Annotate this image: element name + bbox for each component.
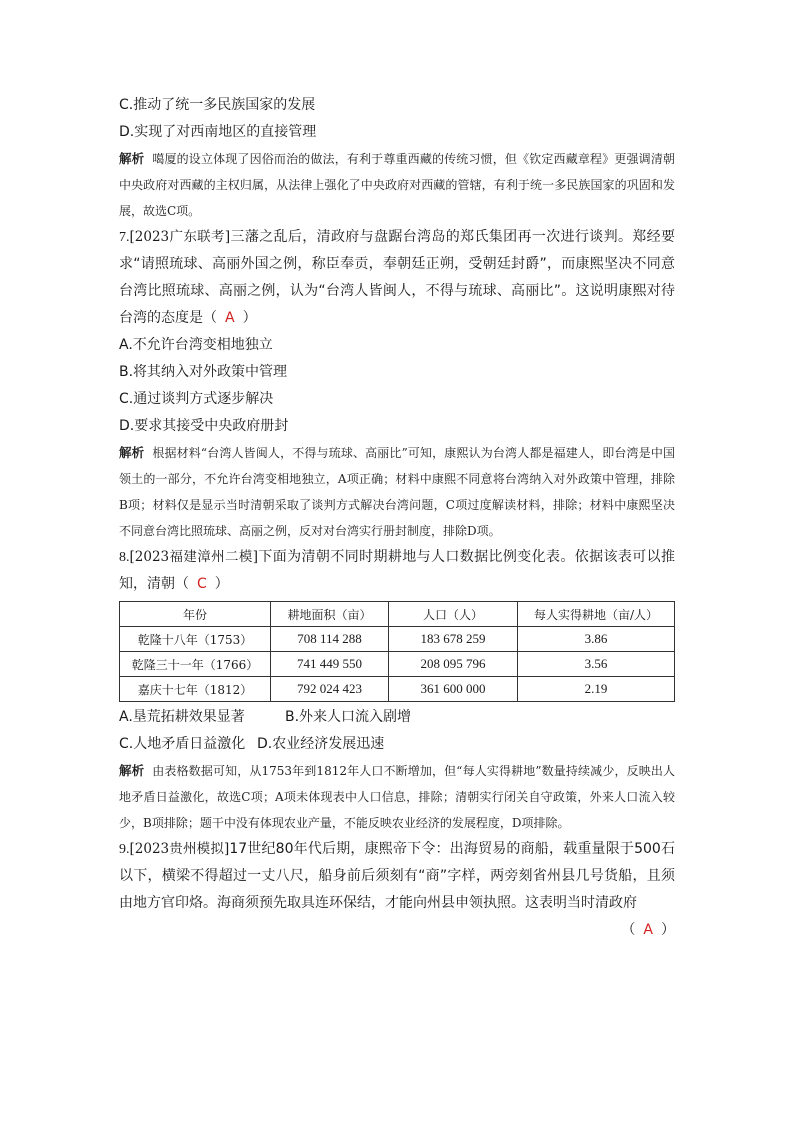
explanation-label: 解析 [119,445,145,460]
answer-mark: A [643,922,653,938]
q8-stem [119,544,675,598]
stem-close: ） [242,310,257,326]
table-cell: 792 024 423 [271,677,389,702]
question-number: 7. [119,230,130,245]
q8-options-row-1 [119,704,675,731]
data-table [119,601,675,702]
q8-option-c: C.人地矛盾日益激化 [119,736,246,752]
explanation-text: 噶厦的设立体现了因俗而治的做法，有利于尊重西藏的传统习惯，但《钦定西藏章程》更强调清朝中央政府对西藏的主权归属，从法律上强化了中央政府对西藏的管辖，有利于统一多民族国家的巩固和发展，故选C项。 [119,152,675,218]
q8-option-a: A.垦荒拓耕效果显著 [119,709,245,725]
table-cell: 3.56 [518,652,675,677]
explanation-label: 解析 [119,151,145,166]
q8-option-d: D.农业经济发展迅速 [257,736,385,752]
table-cell: 361 600 000 [389,677,518,702]
explanation-text: 根据材料“台湾人皆闽人，不得与琉球、高丽比”可知，康熙认为台湾人都是福建人，即台湾是中国领土的一部分，不允许台湾变相地独立，A项正确；材料中康熙不同意将台湾纳入对外政策中管理，排除B项；材料仅是显示当时清朝采取了谈判方式解决台湾问题，C项过度解读材料，排除；材料中康熙坚决不同意台湾比照琉球、高丽之例，反对对台湾实行册封制度，排除D项。 [119,446,675,538]
table-header: 每人实得耕地（亩/人） [518,602,675,627]
table-row [120,652,675,677]
explanation-label: 解析 [119,763,145,778]
table-cell: 乾隆三十一年（1766） [120,652,271,677]
q7-option-b: B.将其纳入对外政策中管理 [119,364,288,380]
stem-text: 三藩之乱后，清政府与盘踞台湾岛的郑氏集团再一次进行谈判。郑经要求“请照琉球、高丽外国之例，称臣奉贡，奉朝廷正朔，受朝廷封爵”，而康熙坚决不同意台湾比照琉球、高丽之例，认为“台湾人皆闽人，不得与琉球、高丽比”。这说明康熙对待台湾的态度是（ [119,229,676,326]
table-row [120,677,675,702]
q7-option-a: A.不允许台湾变相地独立 [119,337,273,353]
q7-option-c: C.通过谈判方式逐步解决 [119,391,274,407]
paren-close: ） [661,922,675,938]
table-cell: 708 114 288 [271,627,389,652]
stem-close: ） [214,576,229,592]
question-source: [2023福建漳州二模] [129,549,259,565]
table-cell: 乾隆十八年（1753） [120,627,271,652]
table-header: 人口（人） [389,602,518,627]
q6-explanation [119,146,675,224]
table-row [120,627,675,652]
q7-explanation [119,440,675,544]
q9-stem [119,836,675,917]
q8-option-b: B.外来人口流入剧增 [285,709,412,725]
question-number: 9. [119,842,130,857]
table-cell: 208 095 796 [389,652,518,677]
q8-explanation [119,758,675,836]
question-number: 8. [119,550,130,565]
table-cell: 3.86 [518,627,675,652]
table-header: 耕地面积（亩） [271,602,389,627]
answer-mark: C [197,576,207,592]
page-content [119,92,675,944]
paren-open: （ [621,922,636,938]
table-header-row [120,602,675,627]
table-header: 年份 [120,602,271,627]
table-cell: 183 678 259 [389,627,518,652]
table-cell: 嘉庆十七年（1812） [120,677,271,702]
q6-option-d: D.实现了对西南地区的直接管理 [119,124,317,140]
question-source: [2023贵州模拟] [129,841,230,857]
explanation-text: 由表格数据可知，从1753年到1812年人口不断增加，但“每人实得耕地”数量持续减少，反映出人地矛盾日益激化，故选C项；A项未体现表中人口信息，排除；清朝实行闭关自守政策，外来人口流入较少，B项排除；题干中没有体现农业产量，不能反映农业经济的发展程度，D项排除。 [119,764,675,830]
table-cell: 741 449 550 [271,652,389,677]
q6-option-c: C.推动了统一多民族国家的发展 [119,97,316,113]
stem-text: 下面为清朝不同时期耕地与人口数据比例变化表。依据该表可以推知，清朝（ [119,549,676,592]
question-source: [2023广东联考] [129,229,231,245]
stem-text: 17世纪80年代后期，康熙帝下令：出海贸易的商船，载重量限于500石以下，横梁不得超过一丈八尺，船身前后须刻有“商”字样，两旁刻省州县几号货船，且须由地方官印烙。海商须预先取具连环保结，才能向州县申领执照。这表明当时清政府 [119,841,675,911]
answer-mark: A [225,310,235,326]
q7-stem [119,224,675,332]
table-cell: 2.19 [518,677,675,702]
q8-options-row-2 [119,731,675,758]
q9-answer-line [119,917,675,944]
q7-option-d: D.要求其接受中央政府册封 [119,418,289,434]
